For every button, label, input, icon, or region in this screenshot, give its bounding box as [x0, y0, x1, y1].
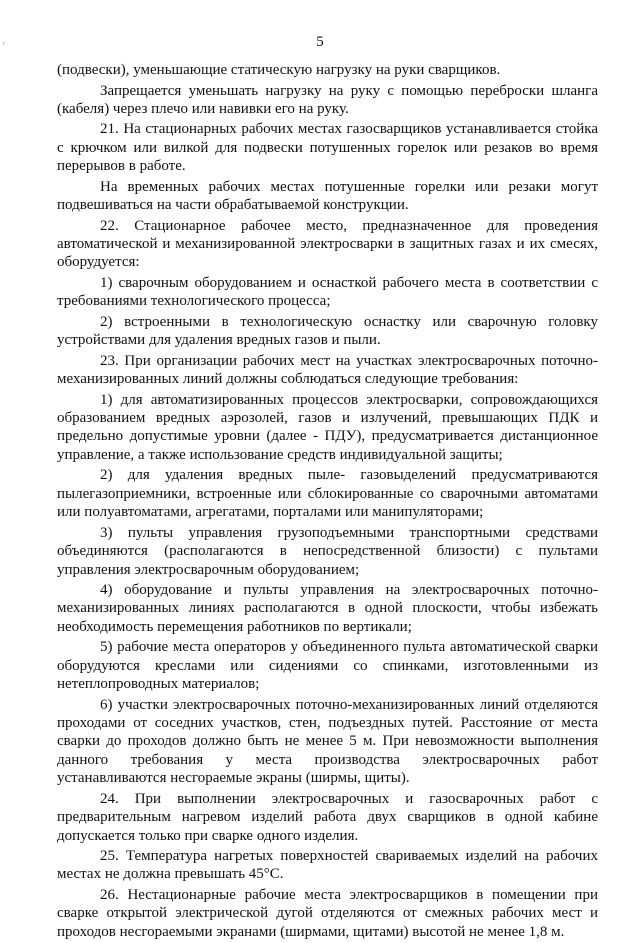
paragraph: 2) встроенными в технологическую оснастку или сварочную головку устройствами для удаления вредных газов и пыли. — [57, 313, 598, 349]
document-body — [57, 61, 598, 943]
paragraph: 25. Температура нагретых поверхностей свариваемых изделий на рабочих местах не должна превышать 45°С. — [57, 848, 598, 883]
paragraph: 23. При организации рабочих мест на участках электросварочных поточно-механизированных линий должны соблюдаться следующие требования: — [57, 352, 598, 388]
paragraph: На временных рабочих местах потушенные горелки или резаки могут подвешиваться на части обрабатываемой конструкции. — [57, 178, 598, 214]
paragraph: (подвески), уменьшающие статическую нагрузку на руки сварщиков. — [57, 62, 501, 78]
paragraph: 6) участки электросварочных поточно-механизированных линий отделяются проходами от соседних участков, стен, подъездных путей. Расстояние от места сварки до проходов должно быть не менее 5 м. При невозможности выполнения данного требования у места производства электросварочных работ устанавливаются несгораемые экраны (ширмы, щиты). — [57, 696, 598, 787]
paragraph: 1) для автоматизированных процессов электросварки, сопровождающихся образованием вредных аэрозолей, газов и излучений, превышающих ПДК и предельно допустимые уровни (далее - ПДУ), предусматривается дистанционное управление, а также использование средств индивидуальной защиты; — [57, 391, 598, 463]
paragraph: Запрещается уменьшать нагрузку на руку с помощью переброски шланга (кабеля) через плечо или навивки его на руку. — [57, 82, 598, 117]
paragraph: 5) рабочие места операторов у объединенного пульта автоматической сварки оборудуются креслами или сидениями со спинками, изготовленными из нетеплопроводных материалов; — [57, 639, 598, 693]
paragraph: 1) сварочным оборудованием и оснасткой рабочего места в соответствии с требованиями технологического процесса; — [57, 274, 598, 310]
paragraph: 3) пульты управления грузоподъемными транспортными средствами объединяются (располагаются в непосредственной близости) с пультами управления электросварочным оборудованием; — [57, 524, 598, 578]
paragraph: 21. На стационарных рабочих местах газосварщиков устанавливается стойка с крючком или вилкой для подвески потушенных горелок или резаков во время перерывов в работе. — [57, 121, 598, 175]
page-number: 5 — [316, 34, 324, 50]
paragraph: 22. Стационарное рабочее место, предназначенное для проведения автоматической и механизированной электросварки в защитных газах и их смесях, оборудуется: — [57, 217, 598, 271]
paragraph: 26. Нестационарные рабочие места электросварщиков в помещении при сварке открытой электрической дугой отделяются от смежных рабочих мест и проходов несгораемыми экранами (ширмами, щитами) высотой не менее 1,8 м. — [57, 886, 598, 940]
scan-mark: ' — [3, 41, 5, 51]
paragraph: 24. При выполнении электросварочных и газосварочных работ с предварительным нагревом изделий работа двух сварщиков в одной кабине допускается только при сварке одного изделия. — [57, 790, 598, 844]
paragraph: 2) для удаления вредных пыле- газовыделений предусматриваются пылегазоприемники, встроенные или сблокированные со сварочными автоматами или полуавтоматами, агрегатами, порталами или манипуляторами; — [57, 467, 598, 521]
paragraph: 4) оборудование и пульты управления на электросварочных поточно-механизированных линиях располагаются в одной плоскости, чтобы избежать необходимость перемещения работников по вертикали; — [57, 582, 598, 635]
